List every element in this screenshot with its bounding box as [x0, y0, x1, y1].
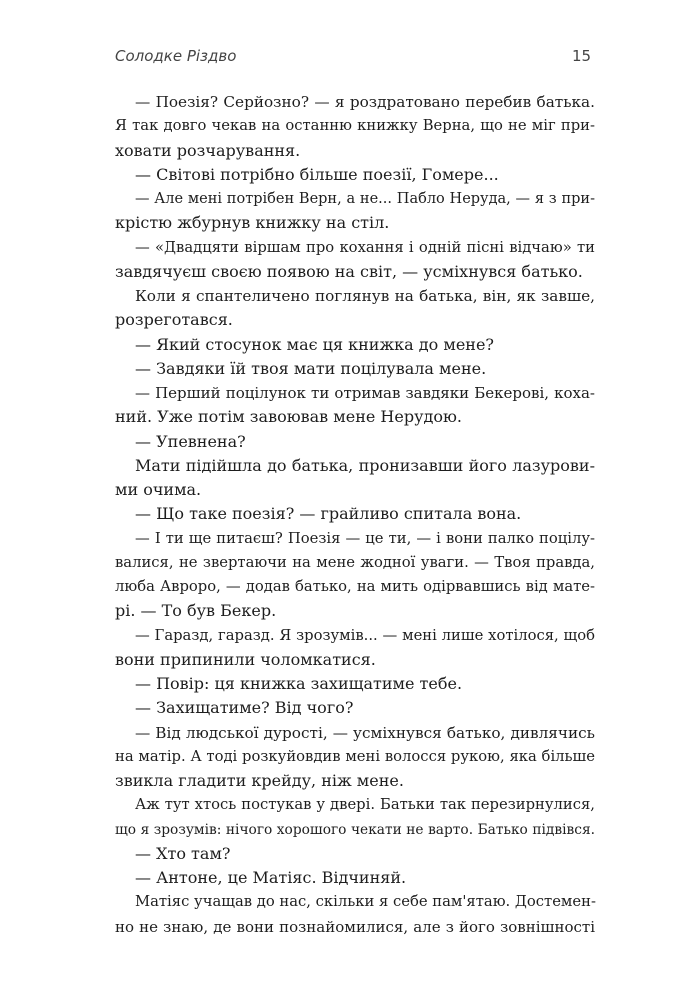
text-line: — Світові потрібно більше поезії, Гомере... [135, 164, 499, 184]
text-line: вони припинили чоломкатися. [115, 649, 376, 669]
text-line: ми очима. [115, 480, 202, 499]
text-line: Я так довго чекав на останню книжку Верна, що не міг при- [115, 117, 595, 135]
text-line: ховати розчарування. [115, 140, 301, 160]
text-line: — І ти ще питаєш? Поезія — це ти, — і вони палко поцілу- [135, 529, 595, 547]
text-line: на матір. А тоді розкуйовдив мені волосся рукою, яка більше [115, 747, 595, 765]
text-line: — Що таке поезія? — грайливо спитала вона. [135, 504, 522, 524]
text-line: звикла гладити крейду, ніж мене. [115, 771, 404, 790]
text-line: Аж тут хтось постукав у двері. Батьки так перезирнулися, [135, 796, 595, 814]
text-line: — Який стосунок має ця книжка до мене? [135, 334, 494, 354]
text-line: розреготався. [115, 310, 233, 330]
text-line: завдячуєш своєю появою на світ, — усміхнувся батько. [115, 261, 583, 281]
text-line: — Упевнена? [135, 431, 246, 451]
text-line: — Перший поцілунок ти отримав завдяки Бекерові, коха- [135, 384, 595, 402]
text-line: — «Двадцяти віршам про кохання і одній пісні відчаю» ти [135, 238, 595, 256]
text-line: що я зрозумів: нічого хорошого чекати не варто. Батько підвівся. [115, 821, 595, 838]
text-line: — Поезія? Серйозно? — я роздратовано перебив батька. [135, 93, 595, 111]
text-line: — Повір: ця книжка захищатиме тебе. [135, 674, 463, 693]
running-title: Солодке Різдво [115, 47, 237, 65]
text-line: ний. Уже потім завоював мене Нерудою. [115, 407, 462, 427]
text-line: Матіяс учащав до нас, скільки я себе пам'ятаю. Достемен- [135, 893, 596, 911]
text-line: — Завдяки їй твоя мати поцілувала мене. [135, 358, 487, 378]
text-line: Мати підійшла до батька, пронизавши його лазурови- [135, 455, 595, 475]
text-line: рі. — То був Бекер. [115, 601, 277, 621]
text-line: но не знаю, де вони познайомилися, але з його зовнішності [115, 917, 595, 936]
text-line: валися, не звертаючи на мене жодної уваги. — Твоя правда, [115, 553, 595, 571]
text-line: — Антоне, це Матіяс. Відчиняй. [135, 868, 407, 887]
text-line: — Захищатиме? Від чого? [135, 698, 354, 718]
text-line: — Хто там? [135, 843, 231, 863]
text-line: — Гаразд, гаразд. Я зрозумів... — мені лише хотілося, щоб [135, 626, 595, 644]
text-line: Коли я спантеличено поглянув на батька, він, як завше, [135, 287, 595, 305]
text-line: люба Авроро, — додав батько, на мить одірвавшись від мате- [115, 578, 595, 595]
text-line: — Але мені потрібен Верн, а не... Пабло Неруда, — я з при- [135, 191, 595, 207]
text-line: крістю жбурнув книжку на стіл. [115, 213, 390, 233]
text-line: — Від людської дурості, — усміхнувся батько, дивлячись [135, 723, 595, 742]
page-number: 15 [572, 47, 592, 65]
